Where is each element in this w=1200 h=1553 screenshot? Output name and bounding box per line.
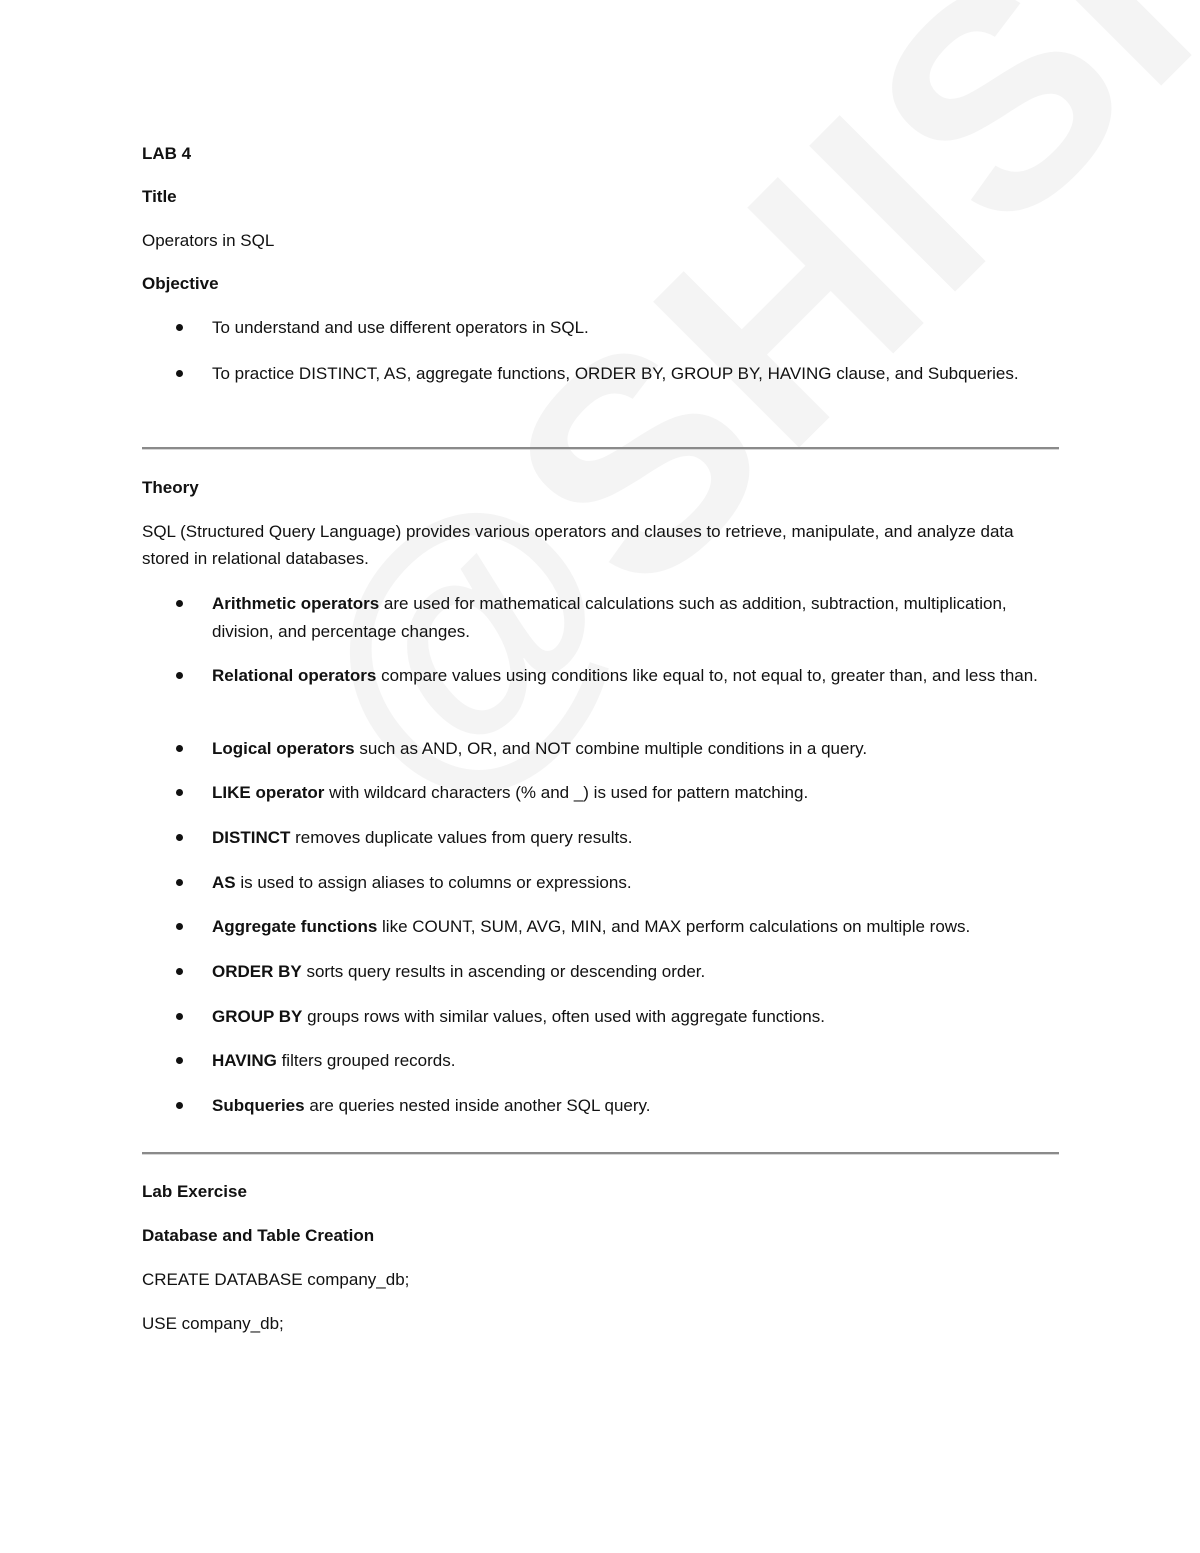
theory-item-text bbox=[212, 1003, 1062, 1031]
theory-term: Aggregate functions bbox=[212, 917, 378, 936]
theory-intro: SQL (Structured Query Language) provides various operators and clauses to retrieve, manipulate, and analyze data stored in relational databases. bbox=[142, 522, 1014, 568]
theory-desc: removes duplicate values from query results. bbox=[290, 828, 633, 847]
theory-item-text bbox=[212, 1047, 1062, 1075]
theory-heading: Theory bbox=[142, 478, 199, 497]
section-divider bbox=[142, 1152, 1059, 1155]
theory-item-text bbox=[212, 958, 1062, 986]
theory-item-text bbox=[212, 779, 1062, 807]
theory-desc: compare values using conditions like equal to, not equal to, greater than, and less than. bbox=[376, 666, 1038, 685]
theory-item-text bbox=[212, 913, 1062, 941]
theory-term: Subqueries bbox=[212, 1096, 305, 1115]
theory-desc: is used to assign aliases to columns or expressions. bbox=[235, 873, 632, 892]
objective-item-text: To practice DISTINCT, AS, aggregate functions, ORDER BY, GROUP BY, HAVING clause, and Subqueries. bbox=[212, 364, 1019, 383]
bullet-icon bbox=[176, 1057, 183, 1064]
title-text: Operators in SQL bbox=[142, 231, 275, 250]
theory-desc: such as AND, OR, and NOT combine multiple conditions in a query. bbox=[354, 739, 868, 758]
theory-term: GROUP BY bbox=[212, 1007, 303, 1026]
bullet-icon bbox=[176, 1013, 183, 1020]
theory-item-text bbox=[212, 662, 1062, 690]
theory-desc: are used for mathematical calculations such as addition, subtraction, multiplication, division, and percentage changes. bbox=[212, 594, 1007, 641]
bullet-icon bbox=[176, 600, 183, 607]
lab-exercise-heading: Lab Exercise bbox=[142, 1182, 247, 1201]
theory-desc: filters grouped records. bbox=[276, 1051, 456, 1070]
bullet-icon bbox=[176, 834, 183, 841]
theory-item-text bbox=[212, 735, 1062, 763]
theory-term: ORDER BY bbox=[212, 962, 302, 981]
code-line: USE company_db; bbox=[142, 1314, 284, 1333]
theory-term: Logical operators bbox=[212, 739, 355, 758]
theory-desc: with wildcard characters (% and _) is used for pattern matching. bbox=[324, 783, 809, 802]
theory-desc: like COUNT, SUM, AVG, MIN, and MAX perform calculations on multiple rows. bbox=[377, 917, 971, 936]
theory-term: AS bbox=[212, 873, 236, 892]
theory-desc: sorts query results in ascending or descending order. bbox=[301, 962, 706, 981]
bullet-icon bbox=[176, 923, 183, 930]
db-creation-heading: Database and Table Creation bbox=[142, 1226, 375, 1245]
theory-item-text bbox=[212, 869, 1062, 897]
bullet-icon bbox=[176, 672, 183, 679]
theory-term: DISTINCT bbox=[212, 828, 291, 847]
bullet-icon bbox=[176, 745, 183, 752]
bullet-icon bbox=[176, 968, 183, 975]
objective-heading: Objective bbox=[142, 274, 219, 293]
theory-term: LIKE operator bbox=[212, 783, 325, 802]
code-line: CREATE DATABASE company_db; bbox=[142, 1270, 410, 1289]
theory-term: HAVING bbox=[212, 1051, 277, 1070]
theory-item-text bbox=[212, 590, 1062, 646]
objective-item-text: To understand and use different operators in SQL. bbox=[212, 318, 589, 337]
bullet-icon bbox=[176, 1102, 183, 1109]
bullet-icon bbox=[176, 370, 183, 377]
title-heading: Title bbox=[142, 187, 177, 206]
theory-term: Arithmetic operators bbox=[212, 594, 380, 613]
section-divider bbox=[142, 447, 1059, 450]
theory-item-text bbox=[212, 824, 1062, 852]
bullet-icon bbox=[176, 879, 183, 886]
theory-desc: groups rows with similar values, often used with aggregate functions. bbox=[302, 1007, 825, 1026]
theory-item-text bbox=[212, 1092, 1062, 1120]
theory-term: Relational operators bbox=[212, 666, 377, 685]
bullet-icon bbox=[176, 789, 183, 796]
bullet-icon bbox=[176, 324, 183, 331]
lab-number: LAB 4 bbox=[142, 144, 192, 163]
theory-desc: are queries nested inside another SQL query. bbox=[304, 1096, 651, 1115]
